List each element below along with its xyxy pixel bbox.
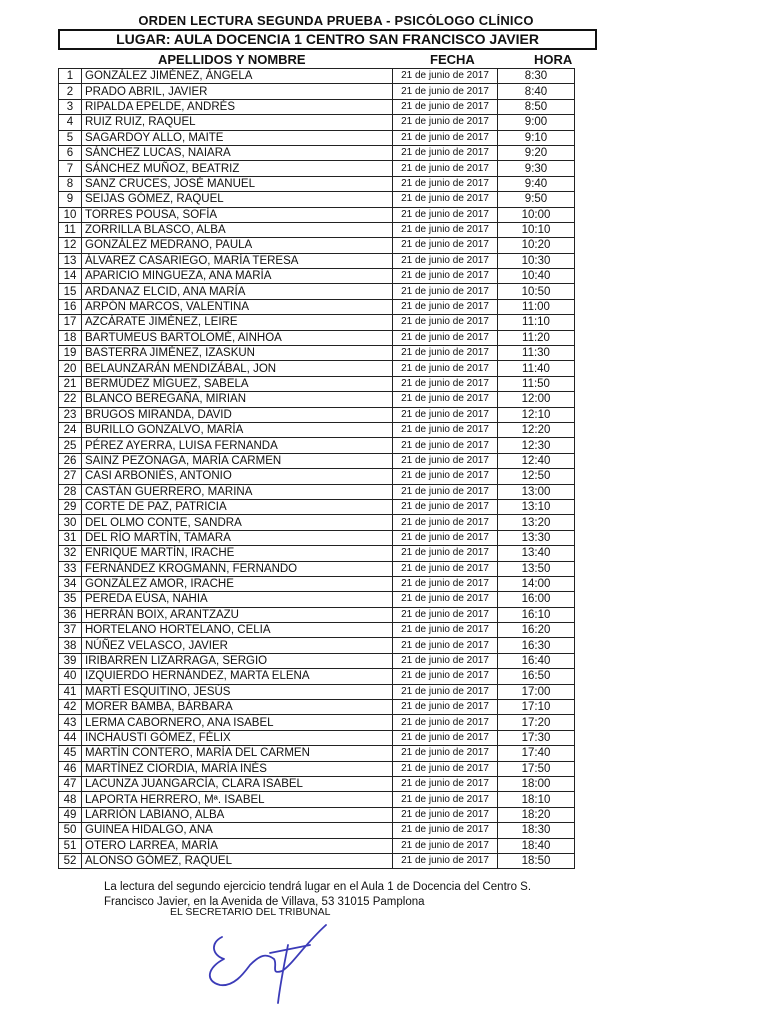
table-row [59, 284, 575, 299]
row-number: 35 [59, 592, 82, 607]
row-hour: 13:20 [498, 515, 575, 530]
table-row [59, 438, 575, 453]
row-date: 21 de junio de 2017 [393, 269, 498, 284]
row-name: BURILLO GONZALVO, MARÍA [82, 422, 393, 437]
table-row [59, 684, 575, 699]
row-number: 16 [59, 299, 82, 314]
row-name: TORRES POUSA, SOFÍA [82, 207, 393, 222]
row-number: 37 [59, 623, 82, 638]
table-row [59, 330, 575, 345]
row-number: 27 [59, 469, 82, 484]
row-date: 21 de junio de 2017 [393, 546, 498, 561]
row-date: 21 de junio de 2017 [393, 792, 498, 807]
row-hour: 12:20 [498, 422, 575, 437]
row-date: 21 de junio de 2017 [393, 607, 498, 622]
table-row [59, 746, 575, 761]
row-name: BLANCO BEREGAÑA, MIRIAN [82, 392, 393, 407]
table-row [59, 669, 575, 684]
row-name: ARPÓN MARCOS, VALENTINA [82, 299, 393, 314]
signature-icon [200, 915, 340, 1005]
table-row [59, 161, 575, 176]
row-number: 32 [59, 546, 82, 561]
row-hour: 18:00 [498, 776, 575, 791]
table-row [59, 484, 575, 499]
row-date: 21 de junio de 2017 [393, 284, 498, 299]
table-row [59, 192, 575, 207]
row-hour: 12:10 [498, 407, 575, 422]
row-name: INCHAUSTI GÓMEZ, FÉLIX [82, 730, 393, 745]
row-name: GONZÁLEZ MEDRANO, PAULA [82, 238, 393, 253]
row-hour: 13:50 [498, 561, 575, 576]
row-date: 21 de junio de 2017 [393, 176, 498, 191]
row-number: 11 [59, 222, 82, 237]
row-date: 21 de junio de 2017 [393, 99, 498, 114]
row-number: 15 [59, 284, 82, 299]
row-name: CORTE DE PAZ, PATRICIA [82, 499, 393, 514]
secretary-label: EL SECRETARIO DEL TRIBUNAL [170, 906, 331, 918]
row-number: 9 [59, 192, 82, 207]
row-hour: 9:10 [498, 130, 575, 145]
row-name: OTERO LARREA, MARÍA [82, 838, 393, 853]
row-date: 21 de junio de 2017 [393, 623, 498, 638]
note-line-1: La lectura del segundo ejercicio tendrá lugar en el Aula 1 de Docencia del Centro S. [104, 881, 532, 893]
table-row [59, 145, 575, 160]
table-row [59, 823, 575, 838]
row-date: 21 de junio de 2017 [393, 407, 498, 422]
row-hour: 14:00 [498, 576, 575, 591]
row-hour: 17:20 [498, 715, 575, 730]
row-number: 47 [59, 776, 82, 791]
row-number: 39 [59, 653, 82, 668]
table-row [59, 453, 575, 468]
row-number: 25 [59, 438, 82, 453]
table-row [59, 361, 575, 376]
row-name: GONZÁLEZ JIMÉNEZ, ÁNGELA [82, 69, 393, 84]
row-date: 21 de junio de 2017 [393, 838, 498, 853]
row-date: 21 de junio de 2017 [393, 576, 498, 591]
row-number: 22 [59, 392, 82, 407]
row-hour: 16:00 [498, 592, 575, 607]
row-date: 21 de junio de 2017 [393, 653, 498, 668]
row-date: 21 de junio de 2017 [393, 853, 498, 868]
row-name: SAGARDOY ALLO, MAITE [82, 130, 393, 145]
row-number: 8 [59, 176, 82, 191]
table-row [59, 700, 575, 715]
row-hour: 11:50 [498, 376, 575, 391]
row-hour: 10:40 [498, 269, 575, 284]
row-date: 21 de junio de 2017 [393, 469, 498, 484]
table-row [59, 376, 575, 391]
row-date: 21 de junio de 2017 [393, 730, 498, 745]
table-row [59, 269, 575, 284]
row-name: LACUNZA JUANGARCÍA, CLARA ISABEL [82, 776, 393, 791]
row-hour: 11:30 [498, 346, 575, 361]
row-date: 21 de junio de 2017 [393, 592, 498, 607]
row-name: LARRIÓN LABIANO, ALBA [82, 807, 393, 822]
row-hour: 16:20 [498, 623, 575, 638]
row-number: 43 [59, 715, 82, 730]
row-name: HERRÁN BOIX, ARANTZAZU [82, 607, 393, 622]
table-row [59, 422, 575, 437]
row-number: 48 [59, 792, 82, 807]
row-name: LERMA CABORNERO, ANA ISABEL [82, 715, 393, 730]
row-number: 20 [59, 361, 82, 376]
row-number: 19 [59, 346, 82, 361]
row-date: 21 de junio de 2017 [393, 238, 498, 253]
row-hour: 10:30 [498, 253, 575, 268]
row-hour: 17:10 [498, 700, 575, 715]
row-number: 17 [59, 315, 82, 330]
row-name: BASTERRA JIMÉNEZ, IZASKUN [82, 346, 393, 361]
row-name: IRIBARREN LIZARRAGA, SERGIO [82, 653, 393, 668]
row-hour: 17:40 [498, 746, 575, 761]
row-date: 21 de junio de 2017 [393, 484, 498, 499]
row-hour: 9:00 [498, 115, 575, 130]
row-hour: 17:30 [498, 730, 575, 745]
table-row [59, 561, 575, 576]
row-name: IZQUIERDO HERNÁNDEZ, MARTA ELENA [82, 669, 393, 684]
row-name: APARICIO MINGUEZA, ANA MARÍA [82, 269, 393, 284]
row-number: 3 [59, 99, 82, 114]
table-row [59, 469, 575, 484]
schedule-rows [59, 69, 575, 869]
row-hour: 12:30 [498, 438, 575, 453]
row-date: 21 de junio de 2017 [393, 807, 498, 822]
row-date: 21 de junio de 2017 [393, 299, 498, 314]
row-number: 49 [59, 807, 82, 822]
row-hour: 8:30 [498, 69, 575, 84]
row-name: ARDANAZ ELCID, ANA MARÍA [82, 284, 393, 299]
row-date: 21 de junio de 2017 [393, 776, 498, 791]
row-name: SÁNCHEZ MUÑOZ, BEATRIZ [82, 161, 393, 176]
row-date: 21 de junio de 2017 [393, 222, 498, 237]
row-date: 21 de junio de 2017 [393, 161, 498, 176]
row-number: 51 [59, 838, 82, 853]
table-row [59, 838, 575, 853]
row-number: 2 [59, 84, 82, 99]
row-number: 29 [59, 499, 82, 514]
row-hour: 16:30 [498, 638, 575, 653]
row-hour: 11:10 [498, 315, 575, 330]
row-name: ALONSO GÓMEZ, RAQUEL [82, 853, 393, 868]
row-date: 21 de junio de 2017 [393, 115, 498, 130]
row-number: 46 [59, 761, 82, 776]
row-date: 21 de junio de 2017 [393, 530, 498, 545]
row-date: 21 de junio de 2017 [393, 684, 498, 699]
row-number: 50 [59, 823, 82, 838]
row-date: 21 de junio de 2017 [393, 561, 498, 576]
row-name: ÁLVAREZ CASARIEGO, MARÍA TERESA [82, 253, 393, 268]
row-number: 26 [59, 453, 82, 468]
row-name: FERNÁNDEZ KROGMANN, FERNANDO [82, 561, 393, 576]
location-box: LUGAR: AULA DOCENCIA 1 CENTRO SAN FRANCISCO JAVIER [58, 29, 597, 50]
row-number: 38 [59, 638, 82, 653]
row-name: GUINEA HIDALGO, ANA [82, 823, 393, 838]
row-hour: 12:50 [498, 469, 575, 484]
row-name: LAPORTA HERRERO, Mª. ISABEL [82, 792, 393, 807]
row-number: 5 [59, 130, 82, 145]
row-name: SEIJAS GÓMEZ, RAQUEL [82, 192, 393, 207]
table-row [59, 115, 575, 130]
row-hour: 13:40 [498, 546, 575, 561]
row-hour: 10:00 [498, 207, 575, 222]
table-row [59, 653, 575, 668]
row-hour: 18:20 [498, 807, 575, 822]
row-hour: 11:00 [498, 299, 575, 314]
document [58, 14, 614, 869]
row-date: 21 de junio de 2017 [393, 515, 498, 530]
page-title: ORDEN LECTURA SEGUNDA PRUEBA - PSICÓLOGO CLÍNICO [138, 14, 534, 28]
schedule-table [58, 68, 575, 869]
row-hour: 18:10 [498, 792, 575, 807]
row-name: BERMÚDEZ MÍGUEZ, SABELA [82, 376, 393, 391]
row-date: 21 de junio de 2017 [393, 207, 498, 222]
row-name: SAINZ PEZONAGA, MARÍA CARMEN [82, 453, 393, 468]
row-date: 21 de junio de 2017 [393, 253, 498, 268]
table-row [59, 576, 575, 591]
row-name: CASI ARBONIÉS, ANTONIO [82, 469, 393, 484]
row-hour: 13:10 [498, 499, 575, 514]
row-hour: 9:30 [498, 161, 575, 176]
row-number: 18 [59, 330, 82, 345]
table-row [59, 84, 575, 99]
row-name: MARTÍNEZ CIORDIA, MARÍA INÉS [82, 761, 393, 776]
row-number: 4 [59, 115, 82, 130]
row-number: 44 [59, 730, 82, 745]
row-name: ENRIQUE MARTÍN, IRACHE [82, 546, 393, 561]
table-row [59, 623, 575, 638]
row-date: 21 de junio de 2017 [393, 823, 498, 838]
row-number: 52 [59, 853, 82, 868]
row-hour: 9:50 [498, 192, 575, 207]
row-name: GONZÁLEZ AMOR, IRACHE [82, 576, 393, 591]
table-row [59, 346, 575, 361]
table-row [59, 853, 575, 868]
row-date: 21 de junio de 2017 [393, 700, 498, 715]
row-hour: 9:40 [498, 176, 575, 191]
row-date: 21 de junio de 2017 [393, 499, 498, 514]
table-row [59, 530, 575, 545]
row-date: 21 de junio de 2017 [393, 130, 498, 145]
note-line-2: Francisco Javier, en la Avenida de Villava, 53 31015 Pamplona [104, 896, 425, 908]
row-name: BELAUNZARÁN MENDIZÁBAL, JON [82, 361, 393, 376]
row-date: 21 de junio de 2017 [393, 315, 498, 330]
table-row [59, 99, 575, 114]
row-hour: 9:20 [498, 145, 575, 160]
row-hour: 17:00 [498, 684, 575, 699]
table-row [59, 299, 575, 314]
row-number: 42 [59, 700, 82, 715]
row-date: 21 de junio de 2017 [393, 346, 498, 361]
table-row [59, 392, 575, 407]
row-date: 21 de junio de 2017 [393, 638, 498, 653]
table-row [59, 176, 575, 191]
row-hour: 8:40 [498, 84, 575, 99]
row-hour: 16:50 [498, 669, 575, 684]
row-number: 33 [59, 561, 82, 576]
row-hour: 13:30 [498, 530, 575, 545]
row-number: 10 [59, 207, 82, 222]
table-row [59, 715, 575, 730]
row-name: RIPALDA EPELDE, ANDRÉS [82, 99, 393, 114]
row-number: 45 [59, 746, 82, 761]
row-name: MORER BAMBA, BÁRBARA [82, 700, 393, 715]
table-header [58, 50, 614, 68]
row-hour: 10:10 [498, 222, 575, 237]
row-number: 1 [59, 69, 82, 84]
table-row [59, 807, 575, 822]
row-date: 21 de junio de 2017 [393, 84, 498, 99]
row-name: MARTÍN CONTERO, MARÍA DEL CARMEN [82, 746, 393, 761]
table-row [59, 499, 575, 514]
row-name: AZCÁRATE JIMÉNEZ, LEIRE [82, 315, 393, 330]
row-date: 21 de junio de 2017 [393, 376, 498, 391]
row-number: 6 [59, 145, 82, 160]
row-date: 21 de junio de 2017 [393, 192, 498, 207]
row-hour: 11:20 [498, 330, 575, 345]
table-row [59, 238, 575, 253]
row-date: 21 de junio de 2017 [393, 438, 498, 453]
table-row [59, 592, 575, 607]
table-row [59, 69, 575, 84]
row-date: 21 de junio de 2017 [393, 361, 498, 376]
row-name: RUIZ RUIZ, RAQUEL [82, 115, 393, 130]
row-number: 12 [59, 238, 82, 253]
row-hour: 18:50 [498, 853, 575, 868]
table-row [59, 607, 575, 622]
row-date: 21 de junio de 2017 [393, 145, 498, 160]
row-number: 28 [59, 484, 82, 499]
row-number: 40 [59, 669, 82, 684]
row-number: 23 [59, 407, 82, 422]
row-name: CASTÁN GUERRERO, MARINA [82, 484, 393, 499]
row-name: SANZ CRUCES, JOSÉ MANUEL [82, 176, 393, 191]
row-date: 21 de junio de 2017 [393, 422, 498, 437]
row-name: MARTÍ ESQUITINO, JESÚS [82, 684, 393, 699]
table-row [59, 515, 575, 530]
row-hour: 11:40 [498, 361, 575, 376]
row-number: 34 [59, 576, 82, 591]
header-hour: HORA [534, 52, 573, 67]
table-row [59, 792, 575, 807]
table-row [59, 130, 575, 145]
header-name: APELLIDOS Y NOMBRE [158, 52, 306, 67]
row-hour: 18:40 [498, 838, 575, 853]
header-date: FECHA [430, 52, 475, 67]
table-row [59, 207, 575, 222]
row-number: 21 [59, 376, 82, 391]
table-row [59, 546, 575, 561]
table-row [59, 638, 575, 653]
table-row [59, 222, 575, 237]
row-hour: 17:50 [498, 761, 575, 776]
row-number: 41 [59, 684, 82, 699]
row-number: 31 [59, 530, 82, 545]
row-name: NÚÑEZ VELASCO, JAVIER [82, 638, 393, 653]
row-hour: 13:00 [498, 484, 575, 499]
row-hour: 16:10 [498, 607, 575, 622]
table-row [59, 761, 575, 776]
row-number: 36 [59, 607, 82, 622]
row-name: DEL RÍO MARTÍN, TAMARA [82, 530, 393, 545]
table-row [59, 407, 575, 422]
row-name: BARTUMEUS BARTOLOMÉ, AINHOA [82, 330, 393, 345]
row-name: ZORRILLA BLASCO, ALBA [82, 222, 393, 237]
row-name: DEL OLMO CONTE, SANDRA [82, 515, 393, 530]
row-number: 13 [59, 253, 82, 268]
row-name: SÁNCHEZ LUCAS, NAIARA [82, 145, 393, 160]
table-row [59, 315, 575, 330]
row-date: 21 de junio de 2017 [393, 69, 498, 84]
row-number: 24 [59, 422, 82, 437]
row-hour: 10:50 [498, 284, 575, 299]
row-hour: 12:00 [498, 392, 575, 407]
row-date: 21 de junio de 2017 [393, 453, 498, 468]
row-date: 21 de junio de 2017 [393, 669, 498, 684]
row-name: BRUGOS MIRANDA, DAVID [82, 407, 393, 422]
row-date: 21 de junio de 2017 [393, 746, 498, 761]
row-date: 21 de junio de 2017 [393, 392, 498, 407]
table-row [59, 776, 575, 791]
table-row [59, 730, 575, 745]
row-hour: 8:50 [498, 99, 575, 114]
row-date: 21 de junio de 2017 [393, 330, 498, 345]
row-name: PÉREZ AYERRA, LUISA FERNANDA [82, 438, 393, 453]
row-name: PEREDA EÚSA, NAHIA [82, 592, 393, 607]
row-date: 21 de junio de 2017 [393, 715, 498, 730]
row-name: HORTELANO HORTELANO, CELIA [82, 623, 393, 638]
row-name: PRADO ABRIL, JAVIER [82, 84, 393, 99]
table-row [59, 253, 575, 268]
row-hour: 12:40 [498, 453, 575, 468]
row-number: 30 [59, 515, 82, 530]
row-hour: 10:20 [498, 238, 575, 253]
row-number: 14 [59, 269, 82, 284]
row-hour: 16:40 [498, 653, 575, 668]
row-number: 7 [59, 161, 82, 176]
row-hour: 18:30 [498, 823, 575, 838]
row-date: 21 de junio de 2017 [393, 761, 498, 776]
